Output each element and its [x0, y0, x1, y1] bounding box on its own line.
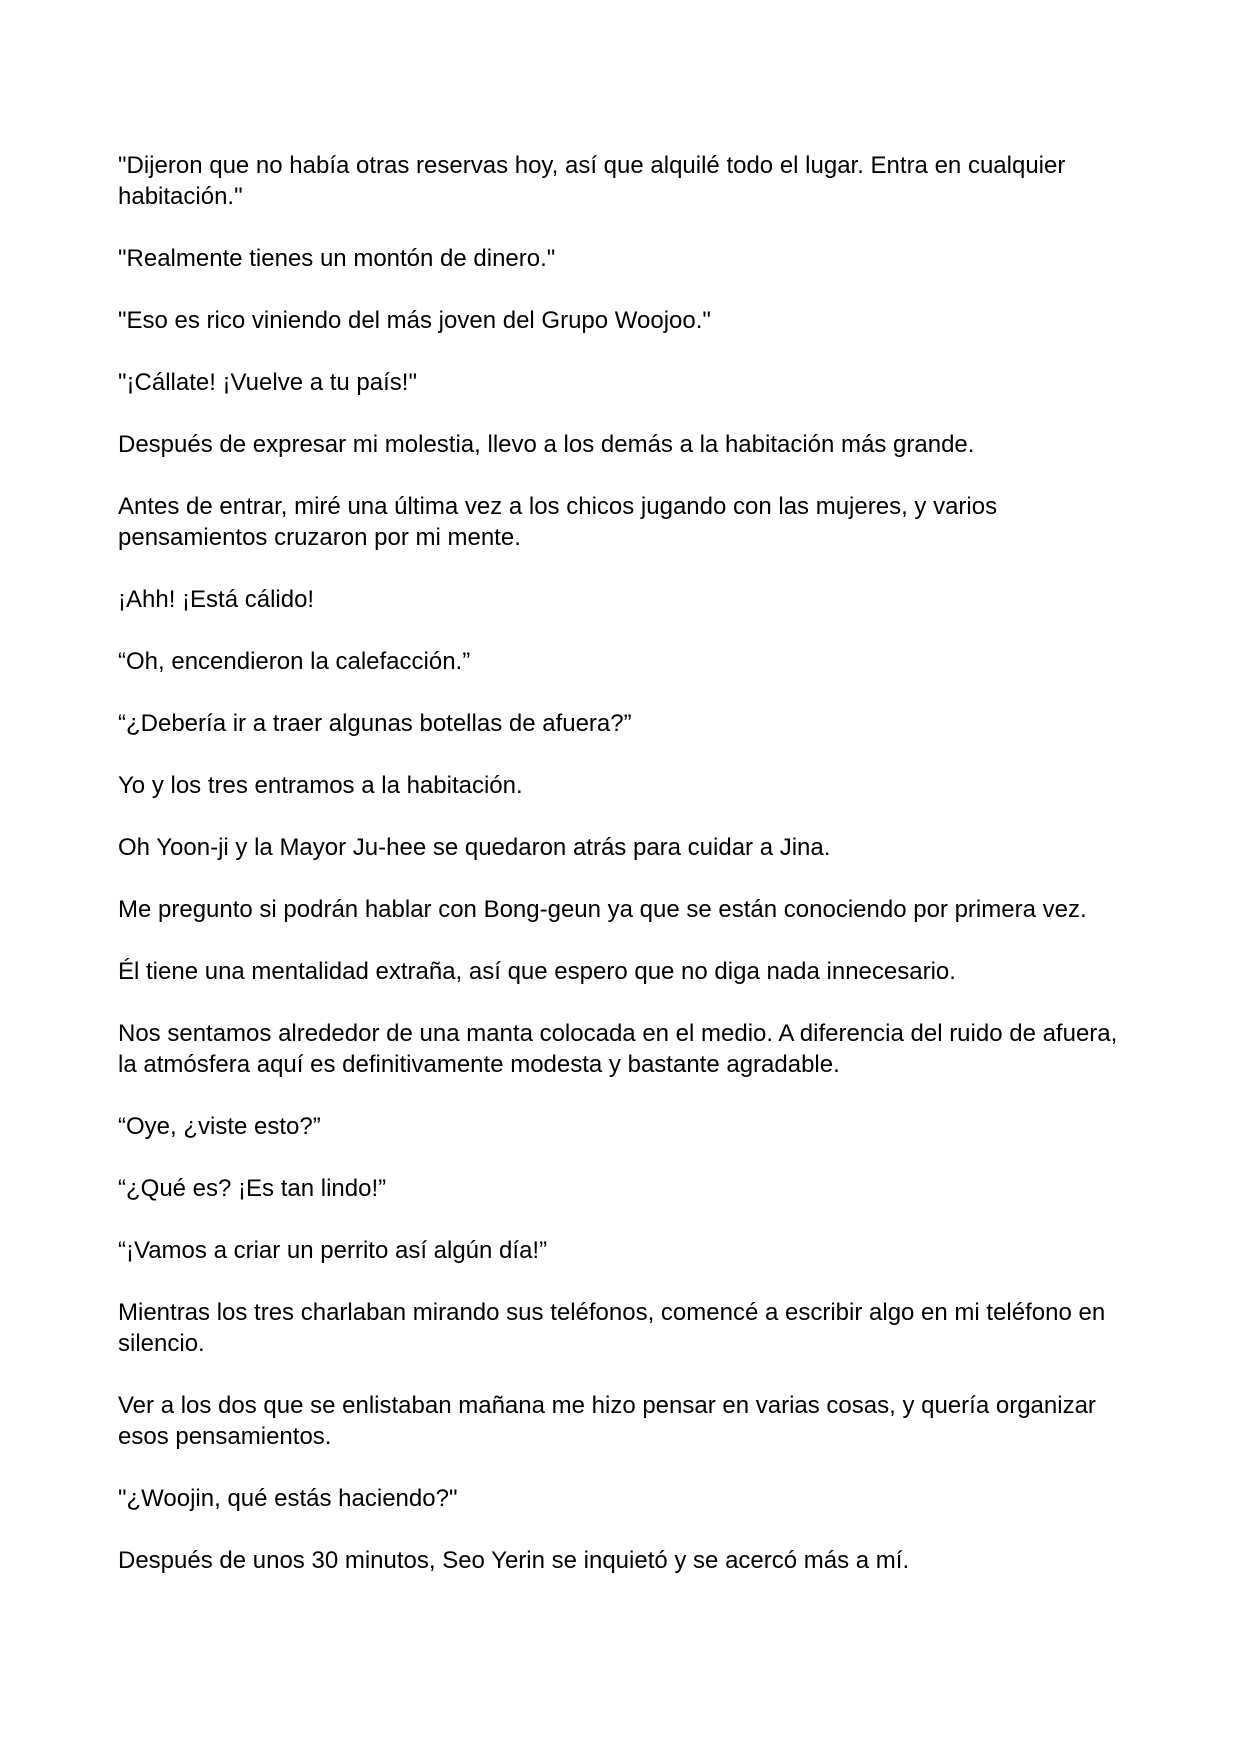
paragraph: “¡Vamos a criar un perrito así algún día!” [118, 1237, 548, 1264]
paragraph: Me pregunto si podrán hablar con Bong-geun ya que se están conociendo por primera vez. [118, 896, 1087, 923]
paragraph: Nos sentamos alrededor de una manta colocada en el medio. A diferencia del ruido de afuera, la atmósfera aquí es definitivamente modesta y bastante agradable. [118, 1020, 1118, 1078]
paragraph: ¡Ahh! ¡Está cálido! [118, 586, 315, 613]
paragraph: "¿Woojin, qué estás haciendo?" [118, 1485, 458, 1512]
paragraph: Yo y los tres entramos a la habitación. [118, 772, 523, 799]
paragraph: "Eso es rico viniendo del más joven del Grupo Woojoo." [118, 307, 711, 334]
paragraph: Él tiene una mentalidad extraña, así que espero que no diga nada innecesario. [118, 958, 956, 985]
paragraph: “Oye, ¿viste esto?” [118, 1113, 321, 1140]
paragraph: "Dijeron que no había otras reservas hoy, así que alquilé todo el lugar. Entra en cualquier habitación." [118, 152, 1066, 210]
paragraph: “¿Qué es? ¡Es tan lindo!” [118, 1175, 387, 1202]
paragraph: Ver a los dos que se enlistaban mañana me hizo pensar en varias cosas, y quería organizar esos pensamientos. [118, 1392, 1096, 1450]
paragraph: “Oh, encendieron la calefacción.” [118, 648, 471, 675]
paragraph: Mientras los tres charlaban mirando sus teléfonos, comencé a escribir algo en mi teléfono en silencio. [118, 1299, 1106, 1357]
paragraph: Después de unos 30 minutos, Seo Yerin se inquietó y se acercó más a mí. [118, 1547, 910, 1574]
paragraph: “¿Debería ir a traer algunas botellas de afuera?” [118, 710, 632, 737]
paragraph: "¡Cállate! ¡Vuelve a tu país!" [118, 369, 417, 396]
paragraph: Después de expresar mi molestia, llevo a los demás a la habitación más grande. [118, 431, 975, 458]
paragraph: Antes de entrar, miré una última vez a los chicos jugando con las mujeres, y varios pensamientos cruzaron por mi mente. [118, 493, 998, 551]
paragraph: "Realmente tienes un montón de dinero." [118, 245, 556, 272]
paragraph: Oh Yoon-ji y la Mayor Ju-hee se quedaron atrás para cuidar a Jina. [118, 834, 831, 861]
